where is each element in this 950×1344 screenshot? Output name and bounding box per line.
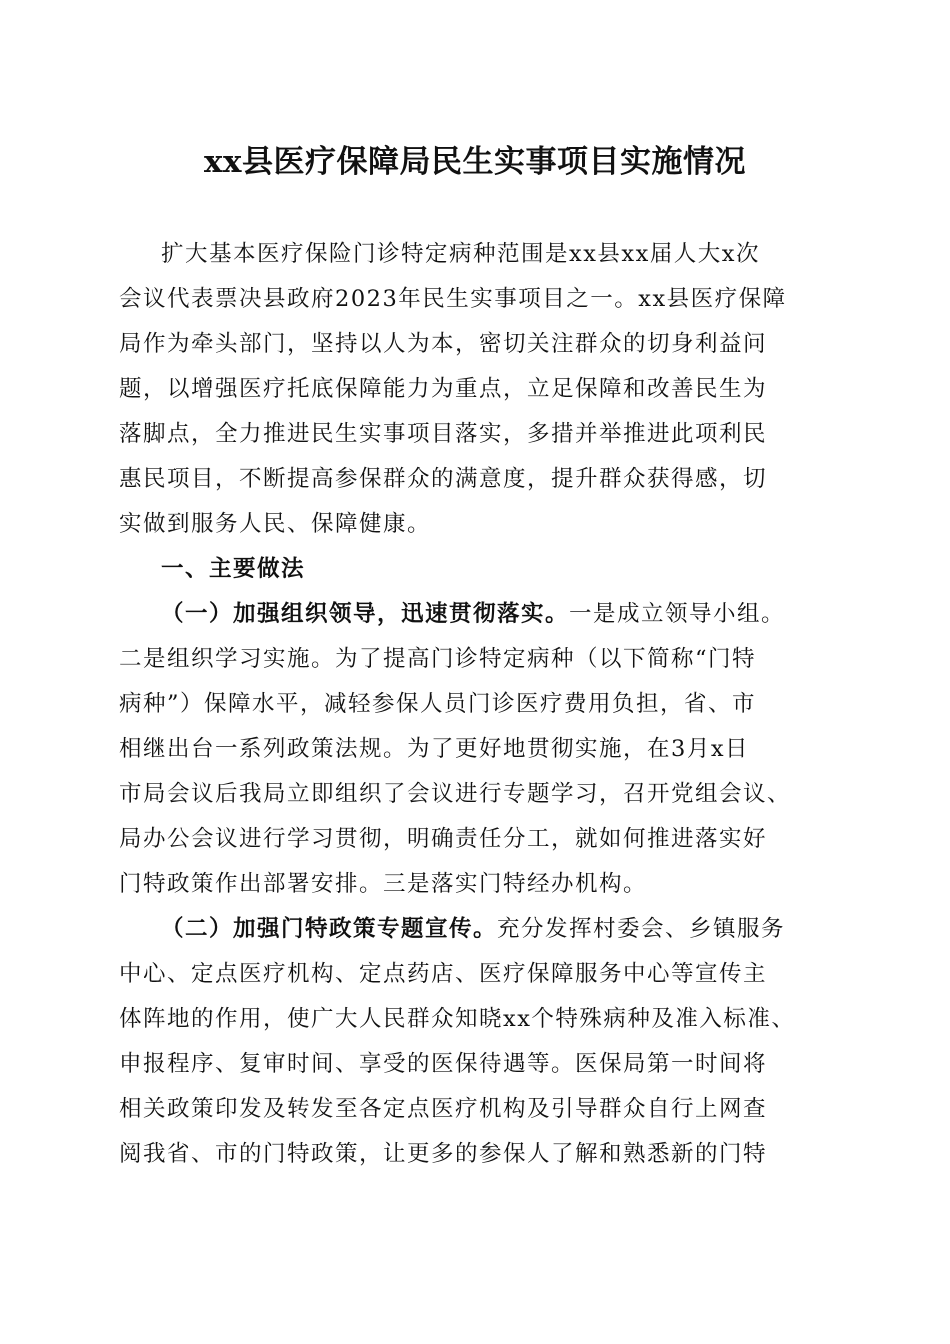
document-title: xx县医疗保障局民生实事项目实施情况 [204, 144, 746, 180]
paragraph-text: 充分发挥村委会、乡镇服务 [497, 916, 786, 942]
subsection-heading: （二）加强门特政策专题宣传。 [161, 916, 498, 942]
paragraph-line [119, 907, 833, 952]
paragraph-line: 落脚点，全力推进民生实事项目落实，多措并举推进此项利民 [119, 421, 768, 447]
document-body [119, 232, 833, 1177]
paragraph-line: 会议代表票决县政府2023年民生实事项目之一。xx县医疗保障 [119, 286, 787, 312]
paragraph-line: 扩大基本医疗保险门诊特定病种范围是xx县xx届人大x次 [161, 241, 760, 267]
paragraph-line: 局办公会议进行学习贯彻，明确责任分工，就如何推进落实好 [119, 826, 768, 852]
paragraph-line: 市局会议后我局立即组织了会议进行专题学习，召开党组会议、 [119, 781, 792, 807]
section-heading: 一、主要做法 [161, 556, 306, 582]
paragraph-text: 一是成立领导小组。 [569, 601, 786, 627]
paragraph-line: 二是组织学习实施。为了提高门诊特定病种（以下简称“门特 [119, 646, 757, 672]
paragraph-line: 病种”）保障水平，减轻参保人员门诊医疗费用负担，省、市 [119, 691, 757, 717]
paragraph-line: 申报程序、复审时间、享受的医保待遇等。医保局第一时间将 [119, 1051, 768, 1077]
paragraph-line: 体阵地的作用，使广大人民群众知晓xx个特殊病种及准入标准、 [119, 1006, 796, 1032]
paragraph-line: 相继出台一系列政策法规。为了更好地贯彻实施，在3月x日 [119, 736, 750, 762]
paragraph-line: 实做到服务人民、保障健康。 [119, 511, 432, 537]
paragraph-line: 题，以增强医疗托底保障能力为重点，立足保障和改善民生为 [119, 376, 768, 402]
paragraph-line: 局作为牵头部门，坚持以人为本，密切关注群众的切身利益问 [119, 331, 768, 357]
paragraph-line: 门特政策作出部署安排。三是落实门特经办机构。 [119, 871, 648, 897]
paragraph-line: 相关政策印发及转发至各定点医疗机构及引导群众自行上网查 [119, 1096, 768, 1122]
paragraph-line [119, 592, 833, 637]
paragraph-line: 阅我省、市的门特政策，让更多的参保人了解和熟悉新的门特 [119, 1141, 768, 1167]
paragraph-line: 中心、定点医疗机构、定点药店、医疗保障服务中心等宣传主 [119, 961, 768, 987]
paragraph-line: 惠民项目，不断提高参保群众的满意度，提升群众获得感，切 [119, 466, 768, 492]
subsection-heading: （一）加强组织领导，迅速贯彻落实。 [161, 601, 570, 627]
